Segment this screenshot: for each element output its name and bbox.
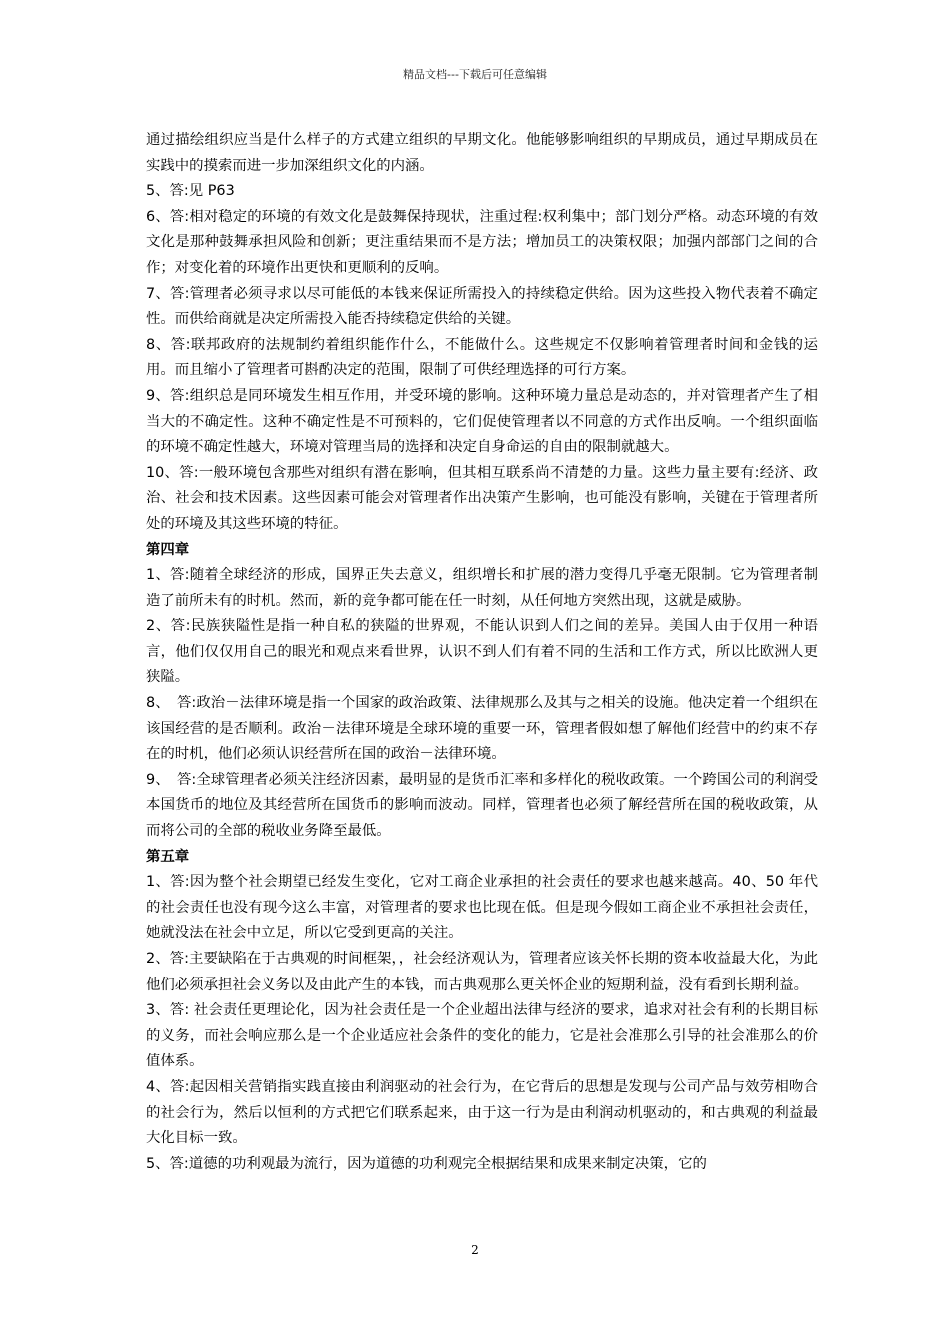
paragraph: 通过描绘组织应当是什么样子的方式建立组织的早期文化。他能够影响组织的早期成员，通过早期成员在实践中的摸索而进一步加深组织文化的内涵。: [146, 132, 818, 174]
page-number: 2: [471, 1243, 479, 1257]
paragraph: 5、答:见 P63: [146, 183, 235, 200]
document-body: [146, 128, 818, 1177]
paragraph: 3、答: 社会责任更理论化，因为社会责任是一个企业超出法律与经济的要求，追求对社会有利的长期目标的义务，而社会响应那么是一个企业适应社会条件的变化的能力，它是社会准那么引导的社会准那么的价值体系。: [146, 1002, 818, 1070]
paragraph: 9、 答:全球管理者必须关注经济因素，最明显的是货币汇率和多样化的税收政策。一个跨国公司的利润受本国货币的地位及其经营所在国货币的影响而波动。同样，管理者也必须了解经营所在国的税收政策，从而将公司的全部的税收业务降至最低。: [146, 771, 818, 840]
paragraph: 7、答:管理者必须寻求以尽可能低的本钱来保证所需投入的持续稳定供给。因为这些投入物代表着不确定性。而供给商就是决定所需投入能否持续稳定供给的关键。: [146, 285, 818, 328]
paragraph: 6、答:相对稳定的环境的有效文化是鼓舞保持现状，注重过程:权利集中；部门划分严格。动态环境的有效文化是那种鼓舞承担风险和创新；更注重结果而不是方法；增加员工的决策权限；加强内部部门之间的合作；对变化着的环境作出更快和更顺利的反响。: [146, 208, 818, 276]
paragraph: 10、答:一般环境包含那些对组织有潜在影响，但其相互联系尚不清楚的力量。这些力量主要有:经济、政治、社会和技术因素。这些因素可能会对管理者作出决策产生影响，也可能没有影响，关键在于管理者所处的环境及其这些环境的特征。: [146, 464, 818, 532]
paragraph: 4、答:起因相关营销指实践直接由利润驱动的社会行为，在它背后的思想是发现与公司产品与效劳相吻合的社会行为，然后以恒利的方式把它们联系起来，由于这一行为是由利润动机驱动的，和古典观的利益最大化目标一致。: [146, 1078, 818, 1147]
paragraph: 2、答:主要缺陷在于古典观的时间框架，，社会经济观认为，管理者应该关怀长期的资本收益最大化，为此他们必须承担社会义务以及由此产生的本钱，而古典观那么更关怀企业的短期利益，没有看到长期利益。: [146, 951, 818, 993]
paragraph: 8、 答:政治－法律环境是指一个国家的政治政策、法律规那么及其与之相关的设施。他决定着一个组织在该国经营的是否顺利。政治－法律环境是全球环境的重要一环，管理者假如想了解他们经营中的约束不存在的时机，他们必须认识经营所在国的政治－法律环境。: [146, 695, 818, 763]
chapter-heading: 第四章: [146, 541, 190, 558]
paragraph: 5、答:道德的功利观最为流行，因为道德的功利观完全根据结果和成果来制定决策，它的: [146, 1155, 707, 1172]
paragraph: 2、答:民族狭隘性是指一种自私的狭隘的世界观，不能认识到人们之间的差异。美国人由于仅用一种语言，他们仅仅用自己的眼光和观点来看世界，认识不到人们有着不同的生活和工作方式，所以比欧洲人更狭隘。: [146, 618, 818, 686]
paragraph: 1、答:因为整个社会期望已经发生变化，它对工商企业承担的社会责任的要求也越来越高。40、50 年代的社会责任也没有现今这么丰富，对管理者的要求也比现在低。但是现今假如工商企业不承担社会责任，她就没法在社会中立足，所以它受到更高的关注。: [146, 874, 818, 942]
paragraph: 9、答:组织总是同环境发生相互作用，并受环境的影响。这种环境力量总是动态的，并对管理者产生了相当大的不确定性。这种不确定性是不可预料的，它们促使管理者以不同意的方式作出反响。一个组织面临的环境不确定性越大，环境对管理当局的选择和决定自身命运的自由的限制就越大。: [146, 387, 818, 456]
paragraph: 8、答:联邦政府的法规制约着组织能作什么，不能做什么。这些规定不仅影响着管理者时间和金钱的运用。而且缩小了管理者可斟酌决定的范围，限制了可供经理选择的可行方案。: [146, 336, 818, 379]
paragraph: 1、答:随着全球经济的形成，国界正失去意义，组织增长和扩展的潜力变得几乎毫无限制。它为管理者制造了前所未有的时机。然而，新的竞争都可能在任一时刻，从任何地方突然出现，这就是威胁。: [146, 567, 818, 609]
page-header: 精品文档---下载后可任意编辑: [403, 68, 547, 81]
chapter-heading: 第五章: [146, 848, 190, 865]
